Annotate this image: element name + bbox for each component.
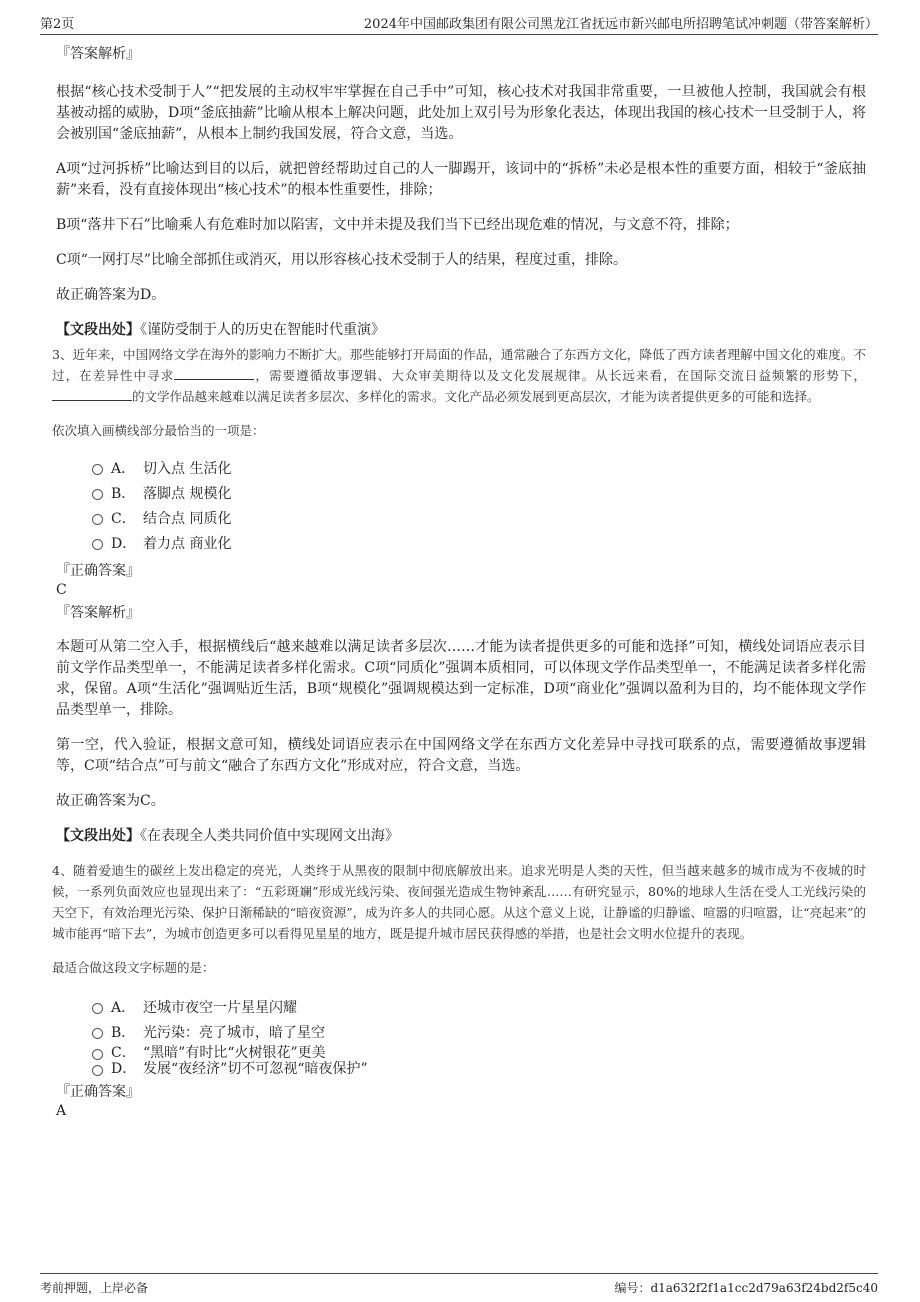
radio-icon[interactable] bbox=[92, 1049, 103, 1060]
option-b[interactable]: B． 落脚点 规模化 bbox=[92, 480, 866, 505]
question-prompt: 依次填入画横线部分最恰当的一项是： bbox=[52, 423, 265, 438]
blank-1 bbox=[174, 365, 254, 380]
option-a[interactable]: A． 还城市夜空一片星星闪耀 bbox=[92, 994, 866, 1019]
analysis-paragraph: 根据“核心技术受制于人”“把发展的主动权牢牢掌握在自己手中”可知，核心技术对我国非常重要，一旦被他人控制，我国就会有根基被动摇的威胁，D项“釜底抽薪”比喻从根本上解决问题，此处加上双引号为形象化表达，体现出我国的核心技术一旦受制于人，将会被别国“釜底抽薪”，从根本上制约我国发展，符合文意，当选。 bbox=[56, 84, 866, 142]
answer-value: C bbox=[56, 582, 67, 598]
option-a[interactable]: A． 切入点 生活化 bbox=[92, 455, 866, 480]
analysis-paragraph: 本题可从第二空入手，根据横线后“越来越难以满足读者多层次……才能为读者提供更多的可能和选择”可知，横线处词语应表示目前文学作品类型单一，不能满足读者多样化需求。C项“同质化”强调本质相同，可以体现文学作品类型单一，不能满足读者多样化需求，保留。A项“生活化”强调贴近生活，B项“规模化”强调规模达到一定标准，D项“商业化”强调以盈利为目的，均不能体现文学作品类型单一，排除。 bbox=[56, 639, 866, 718]
answer-value: A bbox=[56, 1103, 67, 1119]
question-3-text: 3、近年来，中国网络文学在海外的影响力不断扩大。那些能够打开局面的作品，通常融合了东西方文化，降低了西方读者理解中国文化的难度。不过，在差异性中寻求 ，需要遵循故事逻辑、大众审美期待以及文化发展规律。从长远来看，在国际交流日益频繁的形势下，的文学作品越来越难以满足读者多层次、多样化的需求。文化产品必须发展到更高层次，才能为读者提供更多的可能和选择。 bbox=[52, 347, 866, 404]
radio-icon[interactable] bbox=[92, 1065, 103, 1076]
page-header bbox=[40, 8, 878, 35]
radio-icon[interactable] bbox=[92, 1003, 103, 1014]
radio-icon[interactable] bbox=[92, 514, 103, 525]
source-title: 《谨防受制于人的历史在智能时代重演》 bbox=[140, 322, 385, 338]
answer-tag: 『正确答案』 bbox=[56, 1084, 140, 1100]
analysis-paragraph: A项“过河拆桥”比喻达到目的以后，就把曾经帮助过自己的人一脚踢开，该词中的“拆桥”未必是根本性的重要方面，相较于“釜底抽薪”来看，没有直接体现出“核心技术”的根本性重要性，排除； bbox=[56, 161, 866, 198]
analysis-paragraph: C项“一网打尽”比喻全部抓住或消灭，用以形容核心技术受制于人的结果，程度过重，排除。 bbox=[56, 252, 628, 268]
correct-answer-statement: 故正确答案为C。 bbox=[56, 793, 165, 809]
option-d[interactable]: D． 着力点 商业化 bbox=[92, 530, 866, 555]
option-c[interactable]: C． 结合点 同质化 bbox=[92, 505, 866, 530]
radio-icon[interactable] bbox=[92, 464, 103, 475]
question-3-options bbox=[92, 455, 866, 555]
document-title: 2024年中国邮政集团有限公司黑龙江省抚远市新兴邮电所招聘笔试冲刺题（带答案解析） bbox=[363, 17, 878, 32]
radio-icon[interactable] bbox=[92, 489, 103, 500]
page-number: 第2页 bbox=[40, 17, 75, 32]
source-line bbox=[56, 826, 866, 846]
option-c[interactable]: C． “黑暗”有时比“火树银花”更美 bbox=[92, 1044, 866, 1060]
analysis-tag: 『答案解析』 bbox=[56, 605, 140, 621]
correct-answer-statement: 故正确答案为D。 bbox=[56, 287, 166, 303]
blank-2 bbox=[52, 386, 132, 401]
question-prompt: 最适合做这段文字标题的是： bbox=[52, 960, 215, 975]
question-4-options bbox=[92, 994, 866, 1076]
source-label: 【文段出处】 bbox=[56, 322, 140, 338]
radio-icon[interactable] bbox=[92, 539, 103, 550]
answer-tag: 『正确答案』 bbox=[56, 563, 140, 579]
analysis-paragraph: B项“落井下石”比喻乘人有危难时加以陷害，文中并未提及我们当下已经出现危难的情况，与文意不符，排除； bbox=[56, 217, 739, 233]
document-code: 编号：d1a632f2f1a1cc2d79a63f24bd2f5c40 bbox=[614, 1281, 878, 1295]
page-footer bbox=[40, 1273, 878, 1296]
question-4-text: 4、随着爱迪生的碳丝上发出稳定的亮光，人类终于从黑夜的限制中彻底解放出来。追求光明是人类的天性，但当越来越多的城市成为不夜城的时候，一系列负面效应也显现出来了：“五彩斑斓”形成光线污染、夜间强光造成生物钟紊乱……有研究显示，80%的地球人生活在受人工光线污染的天空下，有效治理光污染、保护日渐稀缺的“暗夜资源”，成为许多人的共同心愿。从这个意义上说，让静谧的归静谧、喧嚣的归喧嚣，让“亮起来”的城市能再“暗下去”，为城市创造更多可以看得见星星的地方，既是提升城市居民获得感的举措，也是社会文明水位提升的表现。 bbox=[52, 863, 866, 941]
option-d[interactable]: D． 发展“夜经济”切不可忽视“暗夜保护” bbox=[92, 1060, 866, 1076]
analysis-tag: 『答案解析』 bbox=[56, 46, 140, 62]
source-title: 《在表现全人类共同价值中实现网文出海》 bbox=[140, 828, 399, 844]
analysis-paragraph: 第一空，代入验证，根据文意可知，横线处词语应表示在中国网络文学在东西方文化差异中寻找可联系的点，需要遵循故事逻辑等，C项“结合点”可与前文“融合了东西方文化”形成对应，符合文意，当选。 bbox=[56, 737, 866, 774]
source-label: 【文段出处】 bbox=[56, 828, 140, 844]
source-line bbox=[56, 320, 866, 340]
main-content bbox=[52, 44, 866, 1124]
option-b[interactable]: B． 光污染：亮了城市，暗了星空 bbox=[92, 1019, 866, 1044]
footer-slogan: 考前押题，上岸必备 bbox=[40, 1281, 149, 1295]
radio-icon[interactable] bbox=[92, 1028, 103, 1039]
